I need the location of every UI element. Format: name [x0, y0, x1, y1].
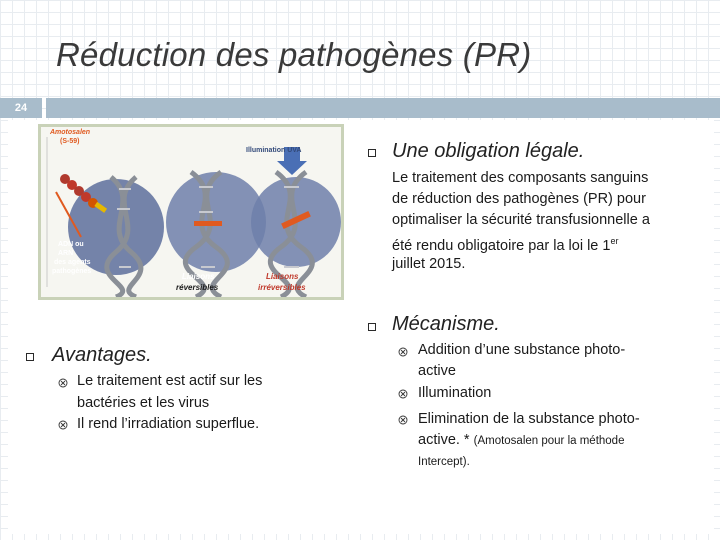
- mecanisme-item-3-note-1: (Amotosalen pour la méthode: [473, 435, 625, 447]
- bullet-square-icon: [368, 149, 376, 157]
- diagram-label-irreversible-2: irréversibles: [258, 283, 306, 292]
- title-bar: [46, 98, 720, 118]
- mecanisme-item-2-line-1: Illumination: [418, 385, 492, 401]
- avantages-heading: Avantages.: [52, 344, 152, 366]
- circle-x-bullet-icon: [398, 347, 408, 357]
- diagram-label-irreversible-1: Liaisons: [266, 272, 299, 281]
- circle-x-bullet-icon: [398, 389, 408, 399]
- circle-x-bullet-icon: [58, 378, 68, 388]
- obligation-text-line-2: de réduction des pathogènes (PR) pour: [392, 191, 646, 207]
- diagram-label-amotosalen: Amotosalen: [50, 129, 91, 136]
- mecanisme-item-3-note-2: Intercept).: [418, 456, 470, 468]
- avantages-item-1-line-2: bactéries et les virus: [77, 395, 210, 411]
- obligation-text-line-4: [392, 231, 618, 257]
- diagram-label-reversible-1: Liaisons: [182, 272, 215, 281]
- slide-title: Réduction des pathogènes (PR): [56, 36, 532, 73]
- avantages-item-1-line-1: Le traitement est actif sur les: [77, 373, 263, 389]
- obligation-text-line-1: Le traitement des composants sanguins: [392, 170, 649, 186]
- obligation-text-line-3: optimaliser la sécurité transfusionnelle a: [392, 212, 650, 228]
- mecanisme-item-3-line-2: [418, 430, 624, 452]
- obligation-text-line-4-main: été rendu obligatoire par la loi le 1: [392, 237, 611, 254]
- mecanisme-item-3-line-2-main: active. *: [418, 432, 474, 448]
- diagram-label-uva: Illumination UVA: [246, 147, 302, 154]
- mecanisme-item-1-line-2: active: [418, 363, 456, 379]
- obligation-text-line-5: juillet 2015.: [392, 256, 466, 272]
- circle-x-bullet-icon: [398, 415, 408, 425]
- diagram-label-reversible-2: réversibles: [176, 283, 219, 292]
- bullet-square-icon: [26, 353, 34, 361]
- superscript: er: [610, 236, 619, 246]
- diagram-label-dna-4: pathogènes: [52, 268, 92, 275]
- mecanisme-item-3-line-1: Elimination de la substance photo-: [418, 411, 640, 427]
- circle-x-bullet-icon: [58, 420, 68, 430]
- diagram-label-amotosalen-sub: (S-59): [60, 138, 80, 145]
- diagram-label-dna-3: des agents: [54, 259, 91, 266]
- avantages-item-2-line-1: Il rend l’irradiation superflue.: [77, 416, 260, 432]
- slide-number: 24: [0, 98, 42, 118]
- diagram-label-dna-2: ARN: [58, 250, 74, 257]
- mecanisme-heading: Mécanisme.: [392, 313, 500, 335]
- bullet-square-icon: [368, 323, 376, 331]
- diagram-label-dna-1: ADN ou: [58, 241, 84, 248]
- mecanisme-item-1-line-1: Addition d’une substance photo-: [418, 342, 626, 358]
- obligation-heading: Une obligation légale.: [392, 140, 585, 162]
